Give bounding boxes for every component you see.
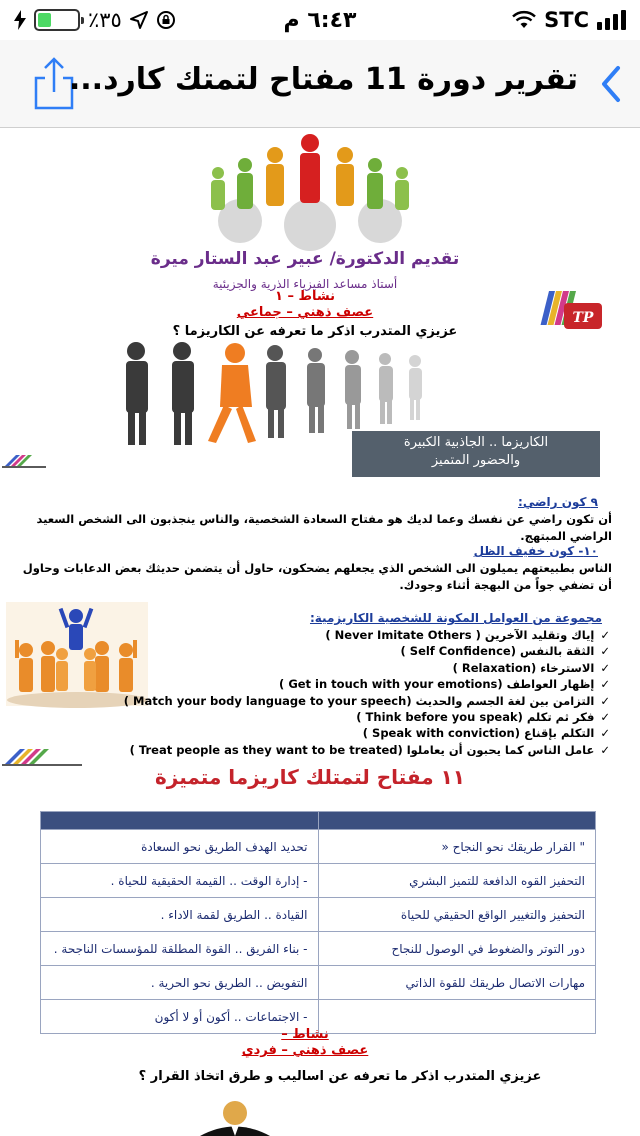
tp-logo-text: TP xyxy=(572,310,594,326)
presenter-name: تقديم الدكتورة/ عبير عبد الستار ميرة xyxy=(150,249,460,269)
check-icon: ✓ xyxy=(600,660,610,675)
table-cell: التحفيز والتغيير الواقع الحقيقي للحياة xyxy=(318,898,596,932)
table-row xyxy=(41,864,596,898)
table-cell: القيادة .. الطريق لقمة الاداء . xyxy=(41,898,319,932)
table-cell: " القرار طريقك نحو النجاح « xyxy=(318,830,596,864)
check-icon: ✓ xyxy=(600,693,610,708)
table-cell: دور التوتر والضغوط في الوصول للنجاح xyxy=(318,932,596,966)
factor-text: التزامن بين لغة الجسم والحديث (Match your body language to your speech ) xyxy=(123,693,595,708)
section-ten-body: الناس بطبيعتهم يميلون الى الشخص الذي يجعلهم يضحكون، حاول أن يتضمن حديثك بعض الدعابات وحاول أن تضفي جواً من البهجة أثناء وجودك. xyxy=(22,561,612,592)
factor-text: فكر ثم تكلم (Think before you speak ) xyxy=(356,710,595,725)
location-arrow-icon xyxy=(130,11,148,29)
charisma-caption-line2: والحضور المتميز xyxy=(431,453,521,468)
wifi-icon xyxy=(512,11,536,29)
check-icon: ✓ xyxy=(600,710,610,725)
section-nine-body: أن تكون راضي عن نفسك وعما لديك هو مفتاح السعادة الشخصية، والناس ينجذبون الى الشخص السعيد الراضي المبتهج. xyxy=(36,512,612,543)
factor-item xyxy=(170,709,610,725)
status-time: ٦:٤٣ م xyxy=(283,7,357,33)
table-row xyxy=(41,932,596,966)
table-cell: التحفيز القوه الدافعة للتميز البشري xyxy=(318,864,596,898)
keys-table-header xyxy=(41,812,596,830)
table-cell: مهارات الاتصال طريقك للقوة الذاتي xyxy=(318,966,596,1000)
table-row xyxy=(41,830,596,864)
celebrating-team-illustration xyxy=(6,602,148,706)
check-icon: ✓ xyxy=(600,628,610,642)
keys-table xyxy=(40,811,596,1034)
status-bar-left xyxy=(14,8,320,32)
check-icon: ✓ xyxy=(600,726,610,741)
factor-text: عامل الناس كما يحبون أن يعاملوا (Treat people as they want to be treated ) xyxy=(129,742,595,757)
charisma-caption-line1: الكاريزما .. الجاذبية الكبيرة xyxy=(403,435,549,450)
check-icon: ✓ xyxy=(600,677,610,692)
factors-heading: مجموعة من العوامل المكونة للشخصية الكاريزمية: xyxy=(309,611,602,625)
charisma-caption-box xyxy=(352,431,600,477)
businessman-figure xyxy=(190,1095,280,1136)
activity-two-block xyxy=(120,1027,490,1059)
brainstorm-group-label: عصف ذهني – جماعي xyxy=(236,305,374,320)
table-cell: تحديد الهدف الطريق نحو السعادة xyxy=(41,830,319,864)
table-row xyxy=(41,966,596,1000)
factor-item xyxy=(170,627,610,643)
table-cell: - بناء الفريق .. القوة المطلقة للمؤسسات الناجحة . xyxy=(41,932,319,966)
table-cell: التفويض .. الطريق نحو الحرية . xyxy=(41,966,319,1000)
rotation-lock-icon xyxy=(156,10,176,30)
chevron-left-icon[interactable] xyxy=(596,64,626,104)
table-cell: - إدارة الوقت .. القيمة الحقيقية للحياة . xyxy=(41,864,319,898)
question-two: عزيزي المتدرب اذكر ما تعرفه عن اساليب و طرق اتخاذ القرار ؟ xyxy=(138,1069,542,1084)
carrier-name: STC xyxy=(544,8,589,32)
factor-item xyxy=(123,693,610,709)
tp-logo xyxy=(540,287,606,337)
battery-fill xyxy=(38,13,51,27)
section-ten-heading: ١٠- كون خفيف الظل xyxy=(473,544,598,558)
factor-text: الاسترخاء (Relaxation ) xyxy=(452,660,595,675)
factor-item xyxy=(170,725,610,741)
status-bar xyxy=(0,0,640,40)
document-page[interactable] xyxy=(0,129,640,1136)
signal-bars-icon xyxy=(597,10,626,30)
keys-title: ١١ مفتاح لتمتلك كاريزما متميزة xyxy=(154,765,466,789)
team-gears-illustration xyxy=(160,129,455,247)
table-row xyxy=(41,898,596,932)
section-nine-heading: ٩ كون راضي: xyxy=(518,495,598,509)
decorative-stripes xyxy=(2,453,46,469)
factor-text: التكلم بإقناع (Speak with conviction ) xyxy=(362,726,595,741)
factor-item xyxy=(170,643,610,659)
factor-item xyxy=(170,676,610,692)
factor-text: الثقة بالنفس (Self Confidence ) xyxy=(400,644,595,659)
bolt-icon xyxy=(14,10,26,30)
decorative-stripes-2 xyxy=(2,745,82,767)
activity-two-label: نشاط – xyxy=(281,1027,329,1042)
factor-item xyxy=(129,742,610,758)
check-icon: ✓ xyxy=(600,644,610,659)
table-cell: - الاجتماعات .. أكون أو لا أكون xyxy=(41,1000,319,1034)
activity-one-label: نشاط – ١ xyxy=(275,289,335,304)
question-one: عزيزي المتدرب اذكر ما تعرفه عن الكاريزما ؟ xyxy=(172,324,458,339)
presenter-subtitle: أستاذ مساعد الفيزياء الذرية والجزيئية xyxy=(212,277,398,291)
factor-item xyxy=(170,660,610,676)
document-title: تقرير دورة 11 مفتاح لتمتك كارد... xyxy=(68,62,578,97)
factor-text: إياك وتقليد الآخرين ( Never Imitate Others ) xyxy=(325,628,595,642)
battery-percent: ٪٣٥ xyxy=(88,8,122,32)
keys-table-body xyxy=(41,830,596,1034)
factors-list xyxy=(123,627,610,758)
battery-icon xyxy=(34,9,80,31)
status-bar-right xyxy=(320,8,626,32)
brainstorm-individual-label: عصف ذهني – فردي xyxy=(241,1043,369,1058)
navigation-bar xyxy=(0,40,640,128)
check-icon: ✓ xyxy=(600,742,610,757)
factor-text: إظهار العواطف (Get in touch with your emotions ) xyxy=(279,677,595,692)
